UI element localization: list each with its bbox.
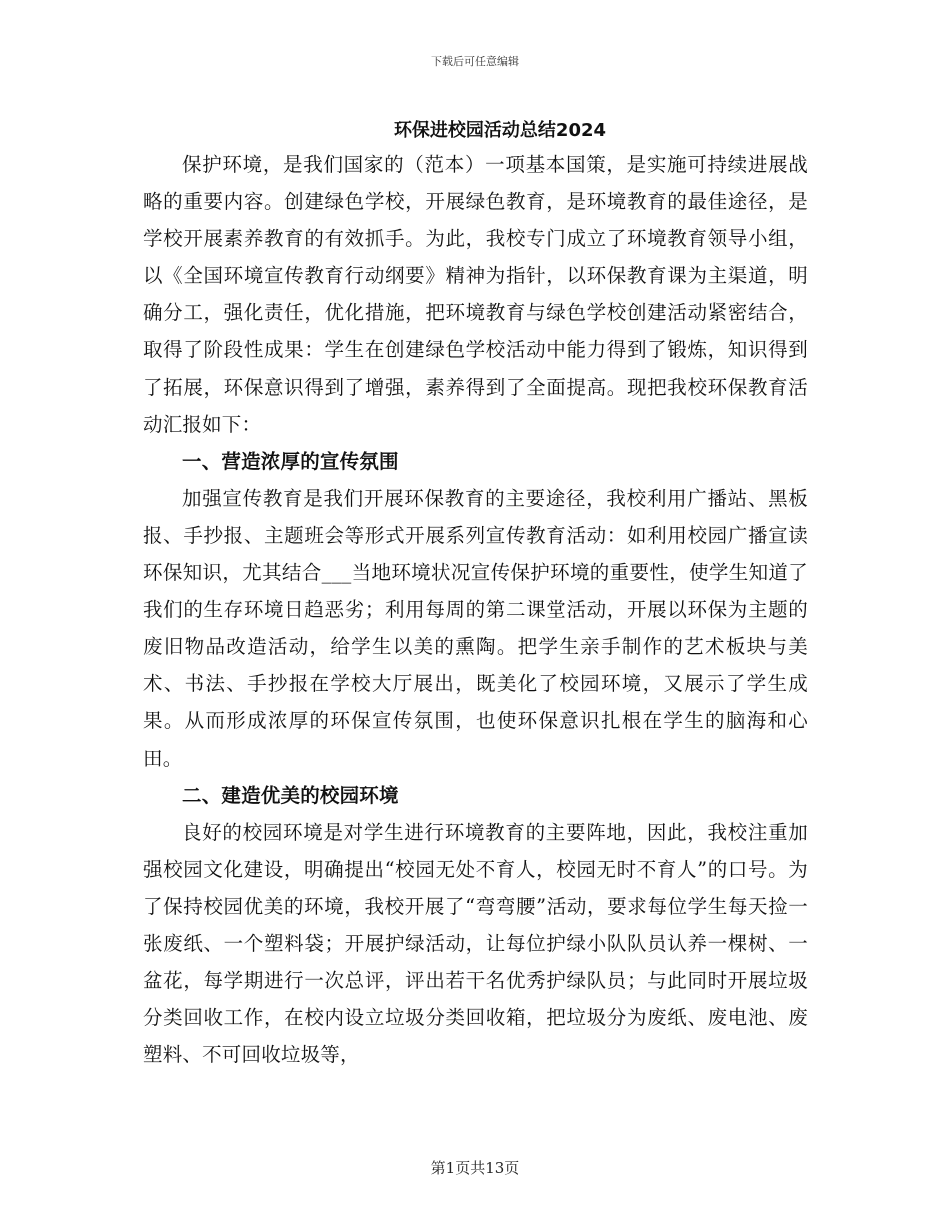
paragraph-campus-environment: 良好的校园环境是对学生进行环境教育的主要阵地，因此，我校注重加强校园文化建设，明确提出“校园无处不育人，校园无时不育人”的口号。为了保持校园优美的环境，我校开展了“弯弯腰”活动，要求每位学生每天捡一张废纸、一个塑料袋；开展护绿活动，让每位护绿小队队员认养一棵树、一盆花，每学期进行一次总评，评出若干名优秀护绿队员；与此同时开展垃圾分类回收工作，在校内设立垃圾分类回收箱，把垃圾分为废纸、废电池、废塑料、不可回收垃圾等，	[143, 820, 808, 1067]
page-number: 第1页共13页	[430, 1159, 520, 1177]
document-body	[143, 146, 808, 1073]
document-title: 环保进校园活动总结2024	[393, 120, 607, 141]
section-heading-1: 一、营造浓厚的宣传氛围	[182, 449, 399, 473]
header-note: 下载后可任意编辑	[431, 55, 519, 68]
paragraph-intro: 保护环境，是我们国家的（范本）一项基本国策，是实施可持续进展战略的重要内容。创建绿色学校，开展绿色教育，是环境教育的最佳途径，是学校开展素养教育的有效抓手。为此，我校专门成立了环境教育领导小组，以《全国环境宣传教育行动纲要》精神为指针，以环保教育课为主渠道，明确分工，强化责任，优化措施，把环境教育与绿色学校创建活动紧密结合，取得了阶段性成果：学生在创建绿色学校活动中能力得到了锻炼，知识得到了拓展，环保意识得到了增强，素养得到了全面提高。现把我校环保教育活动汇报如下：	[143, 153, 808, 436]
paragraph-publicity: 加强宣传教育是我们开展环保教育的主要途径，我校利用广播站、黑板报、手抄报、主题班会等形式开展系列宣传教育活动：如利用校园广播宣读环保知识，尤其结合___当地环境状况宣传保护环境的重要性，使学生知道了我们的生存环境日趋恶劣；利用每周的第二课堂活动，开展以环保为主题的废旧物品改造活动，给学生以美的熏陶。把学生亲手制作的艺术板块与美术、书法、手抄报在学校大厅展出，既美化了校园环境，又展示了学生成果。从而形成浓厚的环保宣传氛围，也使环保意识扎根在学生的脑海和心田。	[143, 486, 808, 770]
section-heading-2: 二、建造优美的校园环境	[182, 783, 399, 807]
